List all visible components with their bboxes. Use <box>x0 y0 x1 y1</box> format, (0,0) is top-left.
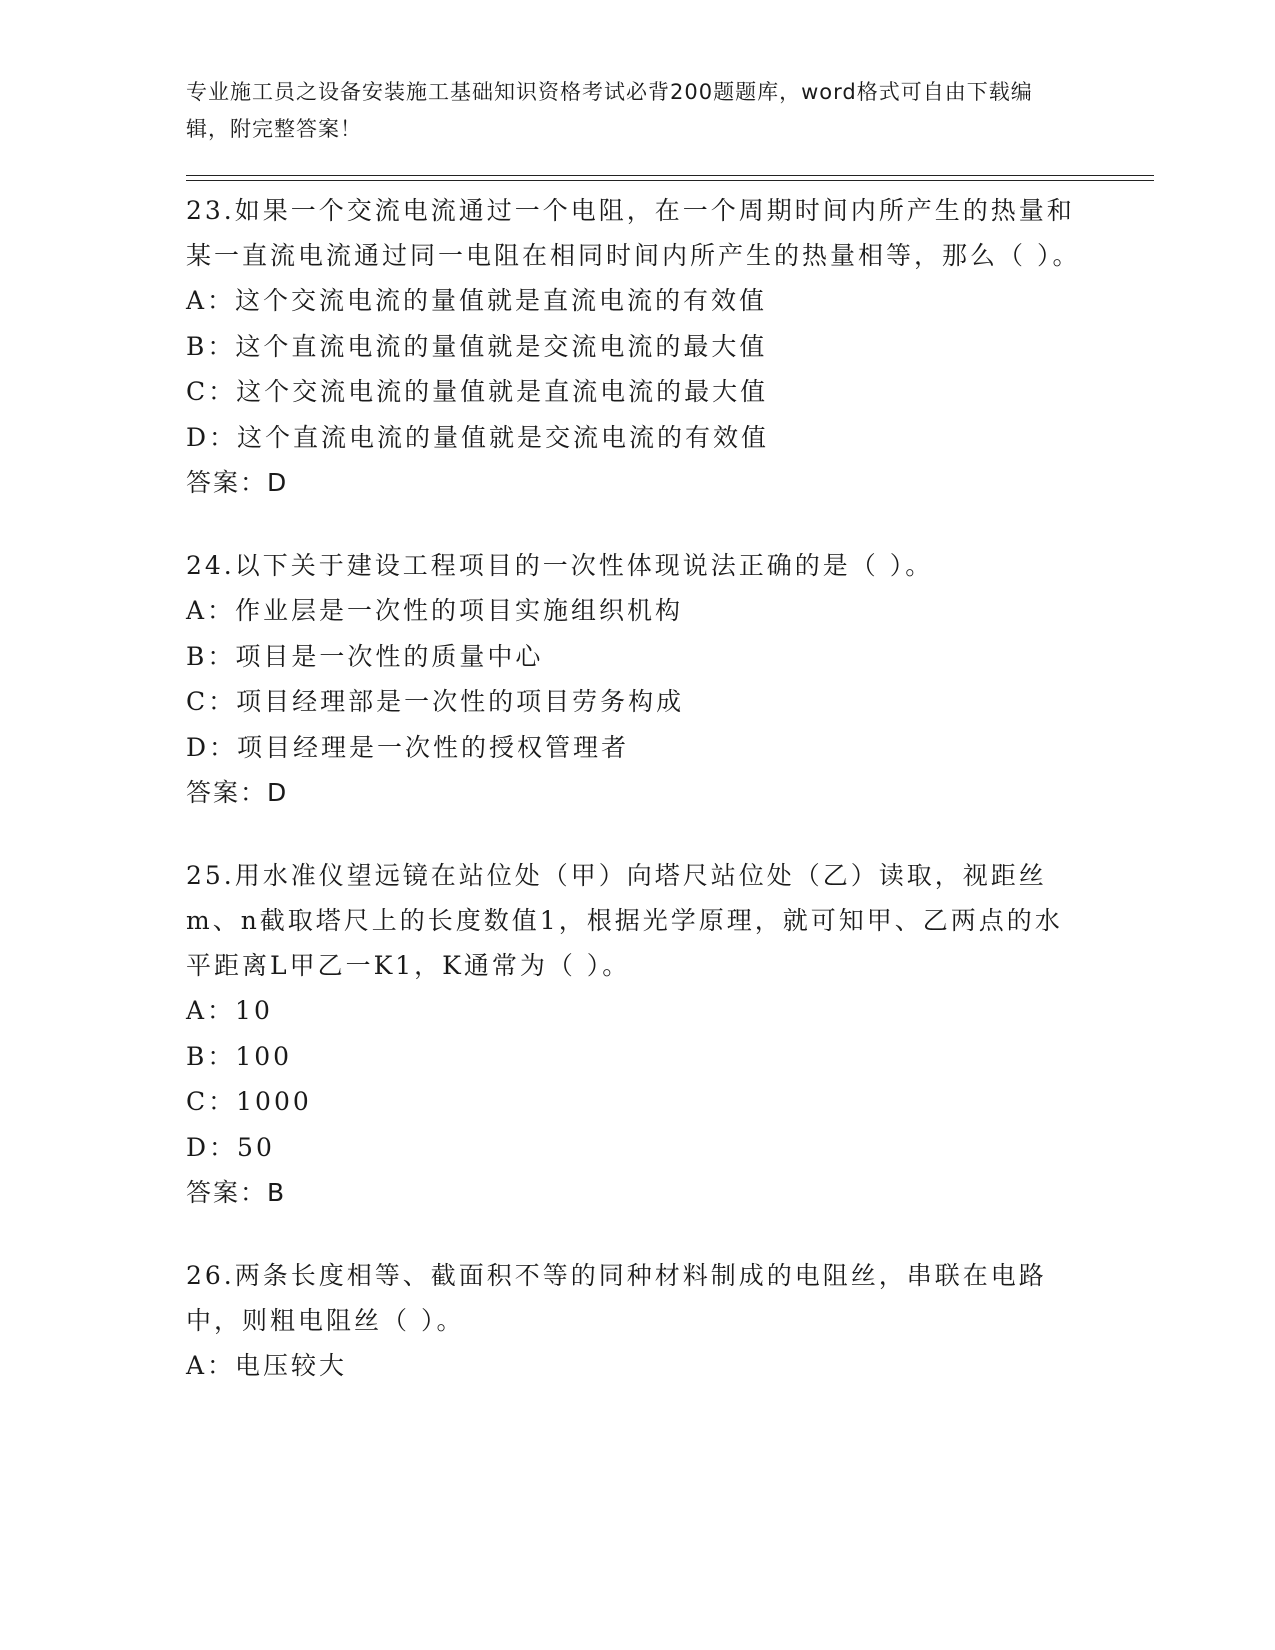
option-c: C：这个交流电流的量值就是直流电流的最大值 <box>186 377 769 406</box>
question-stem: 23.如果一个交流电流通过一个电阻，在一个周期时间内所产生的热量和某一直流电流通过同一电阻在相同时间内所产生的热量相等，那么（ ）。 <box>186 196 1081 270</box>
question-26 <box>186 1253 1086 1389</box>
option-d: D：项目经理是一次性的授权管理者 <box>186 732 630 762</box>
option-c: C：1000 <box>186 1087 312 1116</box>
option-d: D：50 <box>186 1132 275 1162</box>
question-stem: 25.用水准仪望远镜在站位处（甲）向塔尺站位处（乙）读取，视距丝m、n截取塔尺上的长度数值1，根据光学原理，就可知甲、乙两点的水平距离L甲乙一K1，K通常为（ ）。 <box>186 861 1063 980</box>
answer-line: 答案：D <box>186 468 289 497</box>
option-a: A：这个交流电流的量值就是直流电流的有效值 <box>186 286 768 315</box>
answer-line: 答案：B <box>186 1178 287 1207</box>
header-divider-top <box>186 175 1154 176</box>
question-24 <box>186 543 1086 815</box>
header-intro-text: 专业施工员之设备安装施工基础知识资格考试必背200题题库，word格式可自由下载编辑，附完整答案！ <box>186 80 1033 141</box>
question-stem: 26.两条长度相等、截面积不等的同种材料制成的电阻丝，串联在电路中，则粗电阻丝（ ）。 <box>186 1261 1047 1335</box>
option-a: A：10 <box>186 996 273 1025</box>
option-b: B：这个直流电流的量值就是交流电流的最大值 <box>186 331 768 361</box>
option-a: A：作业层是一次性的项目实施组织机构 <box>186 596 684 625</box>
answer-line: 答案：D <box>186 778 289 807</box>
question-25 <box>186 853 1086 1215</box>
option-b: B：100 <box>186 1041 293 1071</box>
option-a: A：电压较大 <box>186 1351 348 1380</box>
question-stem: 24.以下关于建设工程项目的一次性体现说法正确的是（ ）。 <box>186 551 934 580</box>
option-b: B：项目是一次性的质量中心 <box>186 641 544 671</box>
document-header <box>186 74 1066 148</box>
option-c: C：项目经理部是一次性的项目劳务构成 <box>186 687 685 716</box>
option-d: D：这个直流电流的量值就是交流电流的有效值 <box>186 422 770 452</box>
header-divider-bottom <box>186 180 1154 181</box>
question-list <box>186 188 1086 1427</box>
question-23 <box>186 188 1086 505</box>
